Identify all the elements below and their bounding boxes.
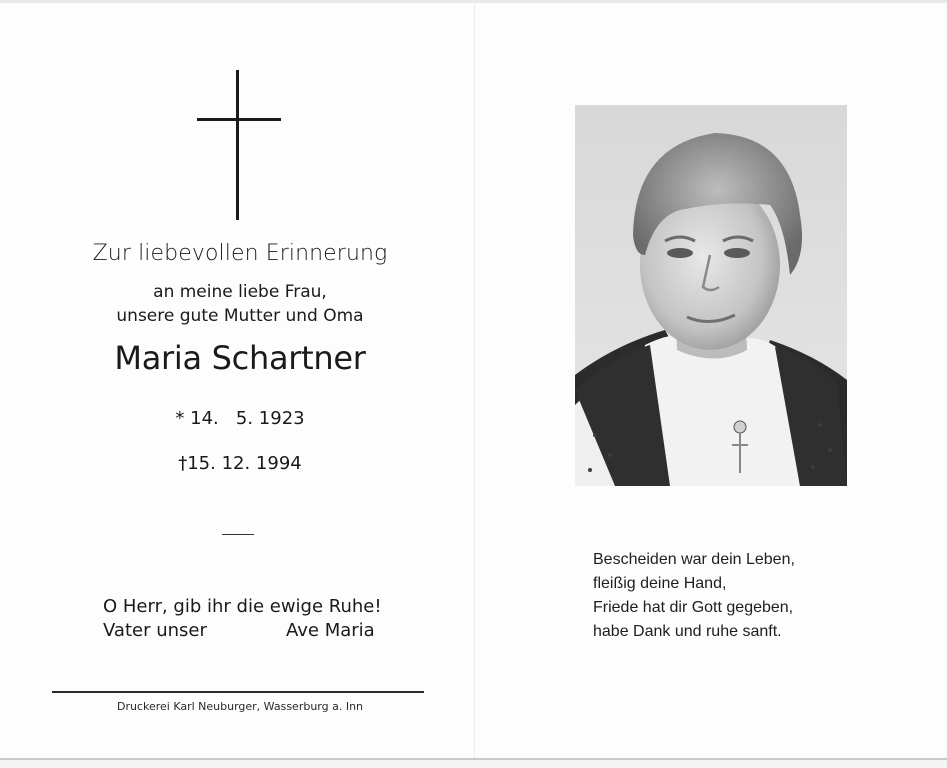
portrait-photo	[575, 105, 847, 486]
footer-rule	[52, 691, 424, 693]
card-bottom-shadow	[0, 760, 947, 768]
dedication-line-1: an meine liebe Frau,	[153, 282, 327, 302]
prayer-vater-unser: Vater unser	[103, 620, 207, 641]
dedication-line-2: unsere gute Mutter und Oma	[116, 306, 364, 326]
death-date: †15. 12. 1994	[178, 453, 302, 474]
deceased-name: Maria Schartner	[114, 339, 366, 377]
right-panel	[475, 0, 947, 758]
left-panel	[0, 0, 474, 758]
printer-credit: Druckerei Karl Neuburger, Wasserburg a. Inn	[116, 700, 364, 713]
poem	[593, 548, 795, 644]
prayer-line: O Herr, gib ihr die ewige Ruhe!	[103, 596, 382, 617]
poem-line: Bescheiden war dein Leben,	[593, 551, 795, 568]
cross-icon	[197, 70, 281, 220]
memorial-heading: Zur liebevollen Erinnerung	[92, 241, 388, 266]
poem-line: Friede hat dir Gott gegeben,	[593, 599, 794, 616]
poem-line: habe Dank und ruhe sanft.	[593, 623, 782, 640]
birth-date: * 14. 5. 1923	[175, 408, 305, 429]
prayer-ave-maria: Ave Maria	[286, 620, 375, 641]
divider-dash	[222, 534, 254, 535]
poem-line: fleißig deine Hand,	[593, 575, 727, 592]
